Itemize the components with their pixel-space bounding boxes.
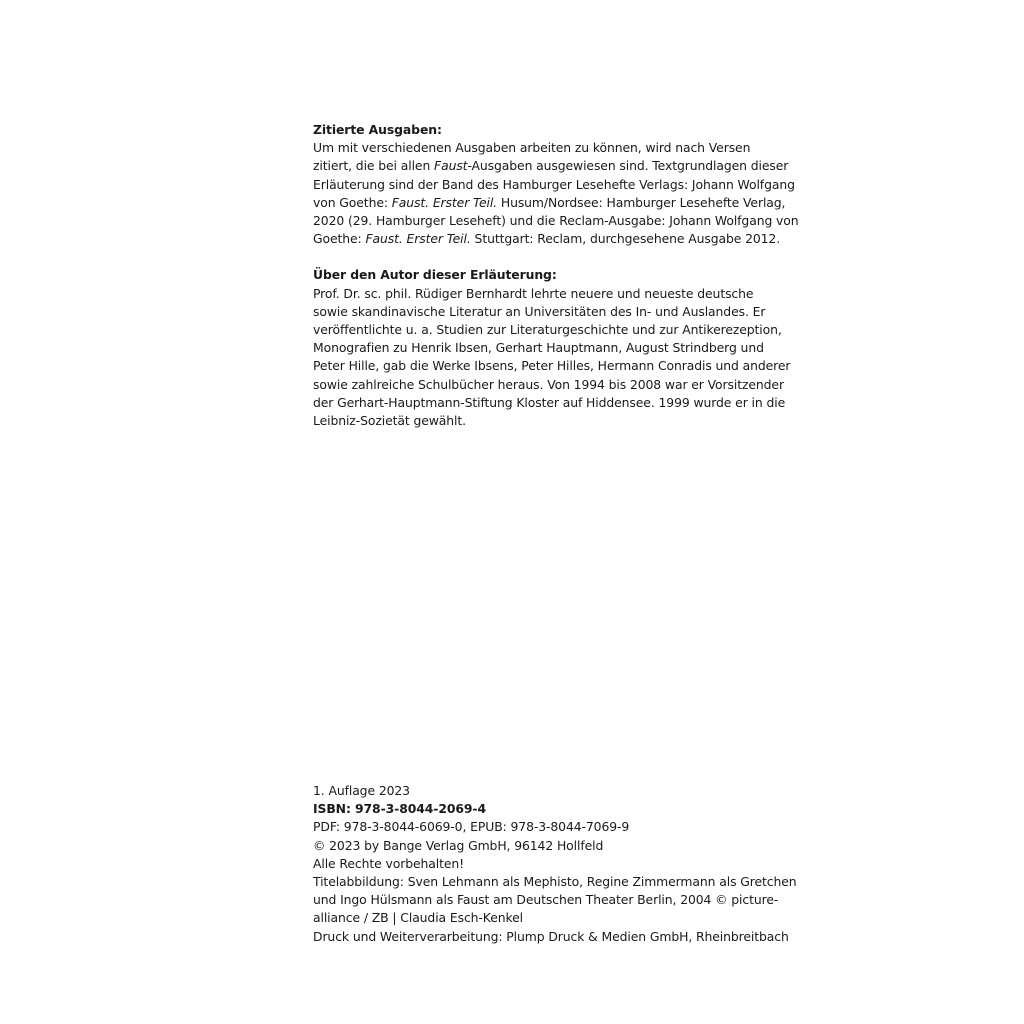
title-image-credit: und Ingo Hülsmann als Faust am Deutschen Theater Berlin, 2004 © picture- — [313, 892, 779, 908]
cited-editions-line — [313, 194, 823, 212]
title-image-credit: Titelabbildung: Sven Lehmann als Mephisto, Regine Zimmermann als Gretchen — [313, 874, 797, 890]
text-run: Goethe: — [313, 231, 366, 247]
cited-editions-heading: Zitierte Ausgaben: — [313, 122, 442, 137]
cited-editions-line — [313, 157, 823, 175]
italic-title: Faust. Erster Teil. — [391, 194, 498, 210]
text-run: -Ausgaben ausgewiesen sind. Textgrundlagen dieser — [467, 158, 789, 174]
paragraph-gap — [313, 248, 823, 266]
author-bio-line: veröffentlichte u. a. Studien zur Literaturgeschichte und zur Antikerezeption, — [313, 322, 782, 338]
rights-notice: Alle Rechte vorbehalten! — [313, 855, 464, 871]
cited-editions-line: 2020 (29. Hamburger Leseheft) und die Reclam-Ausgabe: Johann Wolfgang von — [313, 213, 799, 229]
italic-title: Faust. Erster Teil. — [365, 231, 471, 247]
edition-info: 1. Auflage 2023 — [313, 783, 410, 798]
pdf-epub-isbn: PDF: 978-3-8044-6069-0, EPUB: 978-3-8044-7069-9 — [313, 819, 630, 835]
text-run: Husum/Nordsee: Hamburger Lesehefte Verlag, — [497, 194, 786, 210]
cited-editions-line — [313, 230, 823, 248]
author-bio-line: Prof. Dr. sc. phil. Rüdiger Bernhardt lehrte neuere und neueste deutsche — [313, 285, 754, 301]
author-heading: Über den Autor dieser Erläuterung: — [313, 267, 557, 283]
front-matter-text — [313, 121, 823, 430]
text-run: zitiert, die bei allen — [313, 158, 435, 174]
copyright: © 2023 by Bange Verlag GmbH, 96142 Hollfeld — [313, 837, 604, 853]
author-bio-line: der Gerhart-Hauptmann-Stiftung Kloster auf Hiddensee. 1999 wurde er in die — [313, 394, 786, 410]
author-bio-line: Leibniz-Sozietät gewählt. — [313, 413, 466, 429]
text-run: Stuttgart: Reclam, durchgesehene Ausgabe 2012. — [470, 231, 781, 247]
title-image-credit: alliance / ZB | Claudia Esch-Kenkel — [313, 910, 523, 926]
author-bio-line: sowie zahlreiche Schulbücher heraus. Von 1994 bis 2008 war er Vorsitzender — [313, 376, 784, 392]
author-bio-line: Peter Hille, gab die Werke Ibsens, Peter Hilles, Hermann Conradis und anderer — [313, 358, 791, 374]
cited-editions-line: Um mit verschiedenen Ausgaben arbeiten zu können, wird nach Versen — [313, 140, 751, 156]
author-bio-line: Monografien zu Henrik Ibsen, Gerhart Hauptmann, August Strindberg und — [313, 340, 764, 356]
imprint — [313, 782, 823, 946]
printer-info: Druck und Weiterverarbeitung: Plump Druck & Medien GmbH, Rheinbreitbach — [313, 928, 789, 944]
isbn: ISBN: 978-3-8044-2069-4 — [313, 801, 486, 817]
italic-title: Faust — [434, 158, 468, 174]
author-bio-line: sowie skandinavische Literatur an Universitäten des In- und Auslandes. Er — [313, 303, 766, 319]
text-run: von Goethe: — [313, 194, 392, 210]
cited-editions-line: Erläuterung sind der Band des Hamburger Lesehefte Verlags: Johann Wolfgang — [313, 176, 795, 192]
